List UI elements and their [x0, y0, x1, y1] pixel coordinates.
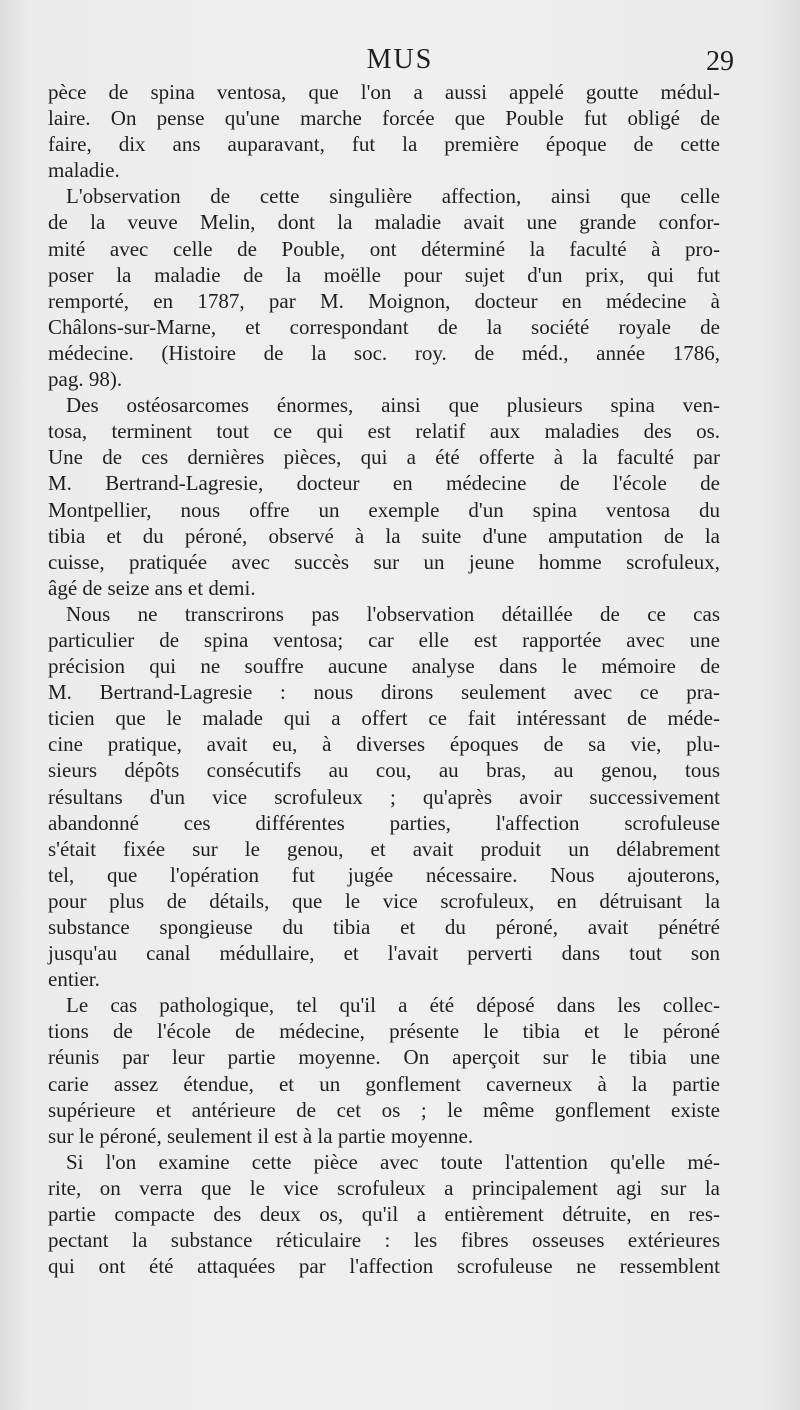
text-line: Une de ces dernières pièces, qui a été offerte à la faculté par: [48, 445, 720, 470]
text-line: réunis par leur partie moyenne. On aperçoit sur le tibia une: [48, 1045, 720, 1070]
text-line: particulier de spina ventosa; car elle est rapportée avec une: [48, 627, 720, 652]
text-line: tions de l'école de médecine, présente le tibia et le péroné: [48, 1019, 720, 1044]
text-line: L'observation de cette singulière affection, ainsi que celle: [66, 184, 720, 209]
text-line: Des ostéosarcomes énormes, ainsi que plusieurs spina ven-: [66, 393, 720, 418]
text-line: sur le péroné, seulement il est à la partie moyenne.: [48, 1123, 474, 1148]
text-line: cine pratique, avait eu, à diverses époques de sa vie, plu-: [48, 732, 720, 757]
paragraph: [48, 992, 720, 1149]
text-line: laire. On pense qu'une marche forcée que Pouble fut obligé de: [48, 106, 720, 131]
text-line: poser la maladie de la moëlle pour sujet d'un prix, qui fut: [48, 262, 720, 287]
paragraph: [48, 79, 720, 183]
text-line: sieurs dépôts consécutifs au cou, au bras, au genou, tous: [48, 758, 720, 783]
text-line: Châlons-sur-Marne, et correspondant de la société royale de: [48, 314, 720, 339]
text-line: ticien que le malade qui a offert ce fait intéressant de méde-: [48, 706, 720, 731]
text-line: M. Bertrand-Lagresie : nous dirons seulement avec ce pra-: [48, 680, 720, 705]
paragraph: [48, 392, 720, 601]
text-line: pag. 98).: [48, 367, 123, 392]
text-line: cuisse, pratiquée avec succès sur un jeune homme scrofuleux,: [48, 549, 720, 574]
text-line: tosa, terminent tout ce qui est relatif aux maladies des os.: [48, 419, 720, 444]
running-head: MUS: [366, 44, 434, 75]
text-line: supérieure et antérieure de cet os ; le même gonflement existe: [48, 1097, 720, 1122]
text-line: Si l'on examine cette pièce avec toute l'attention qu'elle mé-: [66, 1149, 720, 1174]
text-line: mité avec celle de Pouble, ont déterminé la faculté à pro-: [48, 236, 720, 261]
text-line: remporté, en 1787, par M. Moignon, docteur en médecine à: [48, 288, 720, 313]
text-line: tel, que l'opération fut jugée nécessaire. Nous ajouterons,: [48, 862, 720, 887]
text-line: âgé de seize ans et demi.: [48, 575, 256, 600]
text-line: précision qui ne souffre aucune analyse dans le mémoire de: [48, 654, 720, 679]
body-text: [48, 79, 720, 1279]
paragraph: [48, 601, 720, 992]
text-line: maladie.: [48, 158, 120, 183]
paragraph: [48, 183, 720, 392]
text-line: tibia et du péroné, observé à la suite d'une amputation de la: [48, 523, 720, 548]
text-line: s'était fixée sur le genou, et avait produit un délabrement: [48, 836, 720, 861]
text-line: faire, dix ans auparavant, fut la première époque de cette: [48, 132, 720, 157]
text-line: jusqu'au canal médullaire, et l'avait perverti dans tout son: [48, 941, 720, 966]
text-line: pèce de spina ventosa, que l'on a aussi appelé goutte médul-: [48, 80, 720, 104]
page-header: [0, 44, 800, 84]
text-line: pectant la substance réticulaire : les fibres osseuses extérieures: [48, 1228, 720, 1253]
page-number: 29: [706, 46, 734, 77]
text-line: de la veuve Melin, dont la maladie avait une grande confor-: [48, 210, 720, 235]
text-line: pour plus de détails, que le vice scrofuleux, en détruisant la: [48, 888, 720, 913]
text-line: abandonné ces différentes parties, l'affection scrofuleuse: [48, 810, 720, 835]
text-line: carie assez étendue, et un gonflement caverneux à la partie: [48, 1071, 720, 1096]
paragraph: [48, 1149, 720, 1279]
text-line: Le cas pathologique, tel qu'il a été déposé dans les collec-: [66, 993, 720, 1018]
text-line: partie compacte des deux os, qu'il a entièrement détruite, en res-: [48, 1202, 720, 1227]
text-line: M. Bertrand-Lagresie, docteur en médecine de l'école de: [48, 471, 720, 496]
text-line: rite, on verra que le vice scrofuleux a principalement agi sur la: [48, 1175, 720, 1200]
text-line: qui ont été attaquées par l'affection scrofuleuse ne ressemblent: [48, 1254, 720, 1279]
text-line: Nous ne transcrirons pas l'observation détaillée de ce cas: [66, 601, 720, 626]
text-line: résultans d'un vice scrofuleux ; qu'après avoir successivement: [48, 784, 720, 809]
text-line: entier.: [48, 967, 100, 992]
text-line: Montpellier, nous offre un exemple d'un spina ventosa du: [48, 497, 720, 522]
text-line: médecine. (Histoire de la soc. roy. de méd., année 1786,: [48, 340, 720, 365]
text-line: substance spongieuse du tibia et du péroné, avait pénétré: [48, 915, 720, 939]
